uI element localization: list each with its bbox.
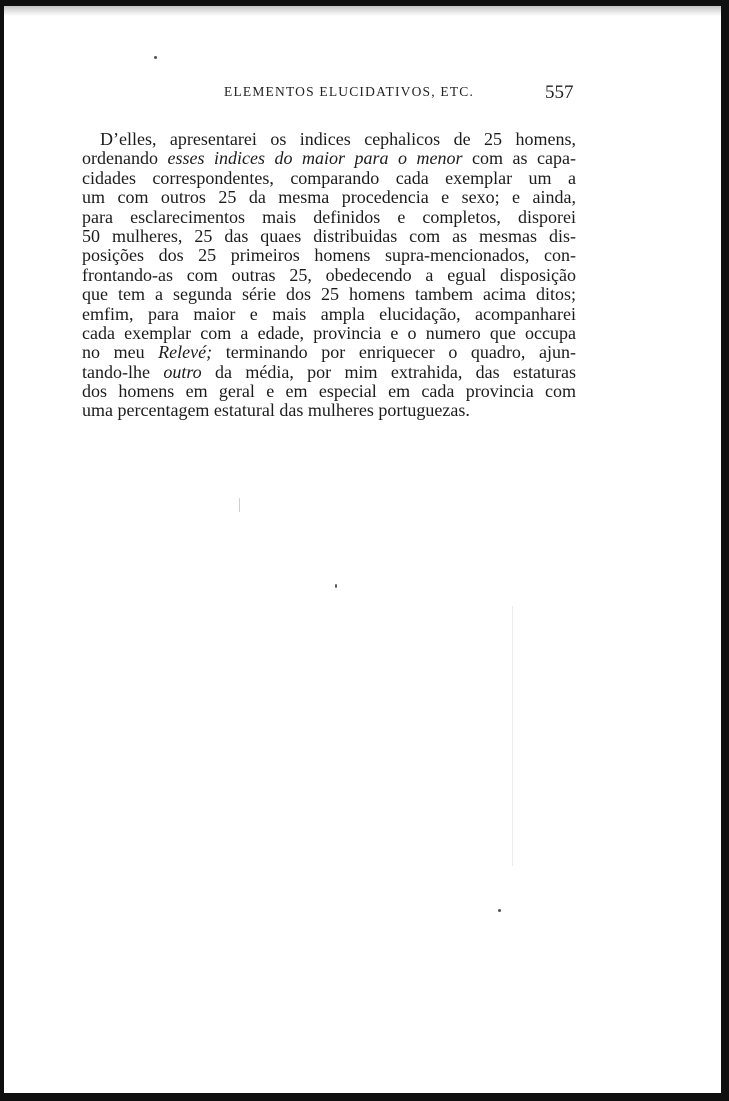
paragraph-line: um com outros 25 da mesma procedencia e sexo; e ainda, xyxy=(82,187,576,208)
paragraph-line: cidades correspondentes, comparando cada exemplar um a xyxy=(82,167,576,188)
text-run: com as capa- xyxy=(462,148,576,169)
page-number: 557 xyxy=(545,82,574,103)
italic-run: esses indices do maior para o menor xyxy=(167,148,463,169)
scan-edge-shadow xyxy=(4,6,721,16)
italic-run: Relevé; xyxy=(158,342,213,363)
running-title: ELEMENTOS ELUCIDATIVOS, ETC. xyxy=(224,84,475,99)
paragraph-line: D’elles, apresentarei os indices cephalicos de 25 homens, xyxy=(100,129,576,149)
paragraph-line: dos homens em geral e em especial em cada provincia com xyxy=(82,381,576,402)
paragraph xyxy=(82,130,576,421)
text-run: da média, por mim extrahida, das estaturas xyxy=(201,361,576,382)
paragraph-line: cada exemplar com a edade, provincia e o numero que occupa xyxy=(82,322,576,343)
paragraph-line: uma percentagem estatural das mulheres portuguezas. xyxy=(82,400,470,421)
text-run: no meu xyxy=(82,342,159,363)
scan-speck xyxy=(498,909,501,912)
text-run: terminando por enriquecer o quadro, ajun- xyxy=(212,342,576,363)
bleed-through-mark xyxy=(239,498,240,512)
running-head xyxy=(4,82,721,106)
paragraph-line: para esclarecimentos mais definidos e completos, disporei xyxy=(82,206,576,227)
scan-speck xyxy=(154,56,157,59)
text-run: tando-lhe xyxy=(82,361,164,382)
paragraph-line: emfim, para maior e mais ampla elucidação, acompanharei xyxy=(82,303,576,324)
paragraph-line xyxy=(82,343,576,362)
paragraph-line: posições dos 25 primeiros homens supra-mencionados, con- xyxy=(82,245,576,266)
paragraph-line: 50 mulheres, 25 das quaes distribuidas com as mesmas dis- xyxy=(82,225,576,246)
italic-run: outro xyxy=(163,361,202,382)
paragraph-line: frontando-as com outras 25, obedecendo a egual disposição xyxy=(82,264,576,285)
paragraph-line xyxy=(82,363,576,382)
text-run: ordenando xyxy=(82,148,168,169)
paragraph-line xyxy=(82,149,576,168)
paragraph-line: que tem a segunda série dos 25 homens tambem acima ditos; xyxy=(82,284,576,305)
scan-speck xyxy=(335,584,337,588)
bleed-through-mark xyxy=(512,606,513,866)
